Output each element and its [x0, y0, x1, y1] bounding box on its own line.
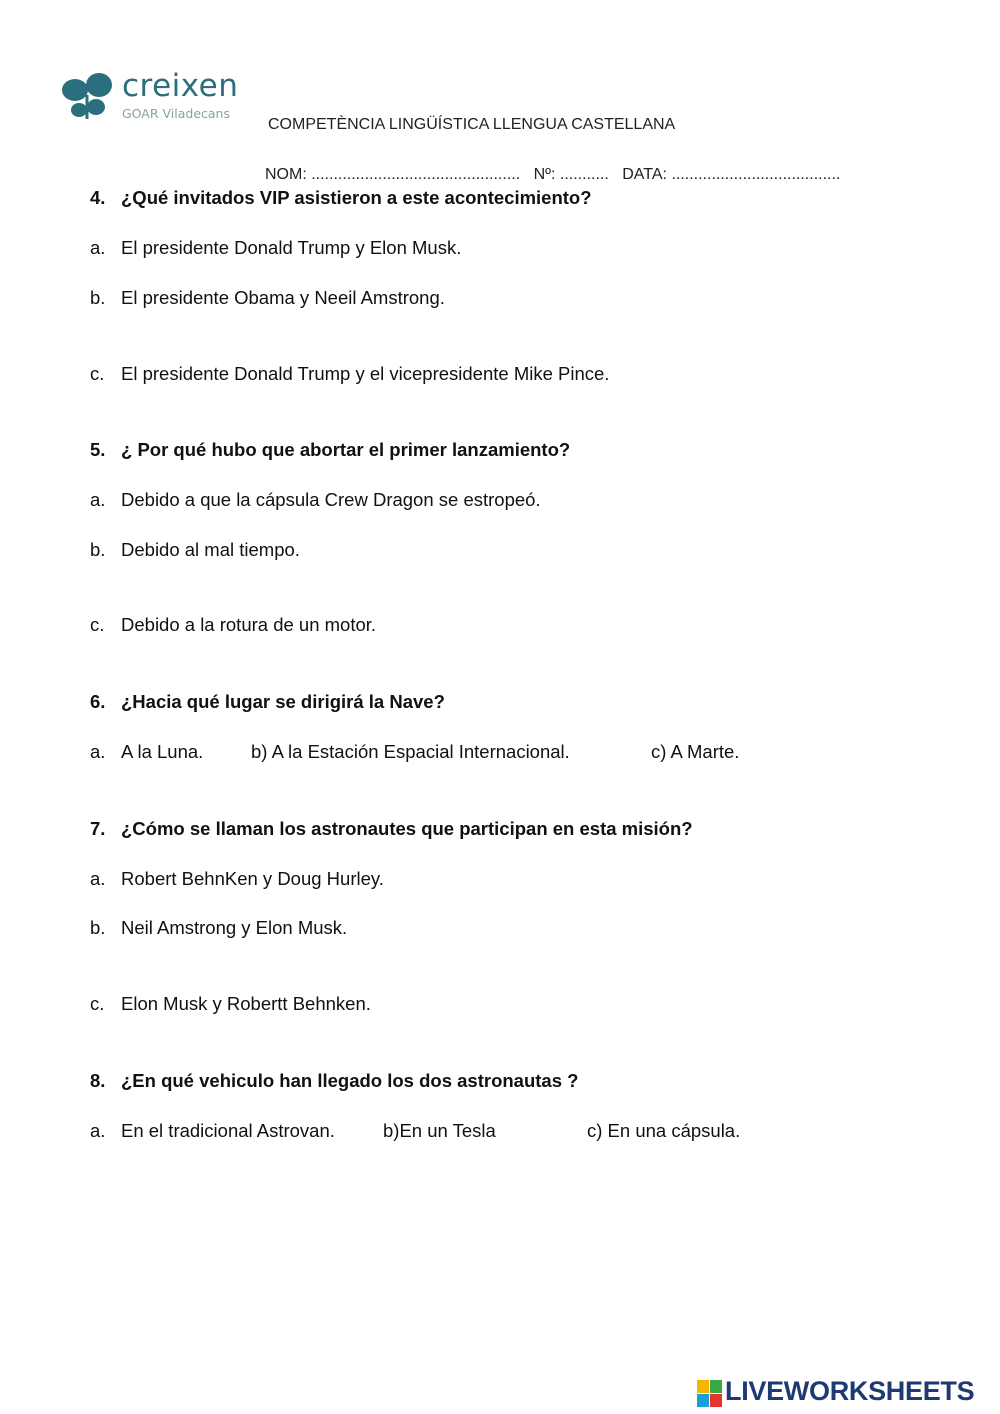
subject-title: COMPETÈNCIA LINGÜÍSTICA LLENGUA CASTELLANA [268, 116, 676, 133]
question-5-option-a[interactable]: a. Debido a que la cápsula Crew Dragon se estropeó. [90, 489, 541, 510]
question-5-option-c[interactable]: c. Debido a la rotura de un motor. [90, 614, 377, 635]
number-field[interactable]: Nº: ........... [533, 166, 609, 183]
question-8-option-c[interactable]: c) En una cápsula. [587, 1120, 741, 1141]
question-6-option-c[interactable]: c) A Marte. [651, 741, 740, 762]
question-7-option-c[interactable]: c. Elon Musk y Robertt Behnken. [90, 993, 371, 1014]
question-8-option-a[interactable]: a. En el tradicional Astrovan. [90, 1120, 335, 1141]
logo-name: creixen [122, 68, 239, 104]
school-logo [60, 70, 250, 125]
liveworksheets-badge-icon [697, 1380, 723, 1410]
butterfly-icon [60, 70, 118, 122]
question-6-option-b[interactable]: b) A la Estación Espacial Internacional. [251, 741, 570, 762]
question-4: 4. ¿Qué invitados VIP asistieron a este acontecimiento? [90, 187, 592, 208]
question-7-option-a[interactable]: a. Robert BehnKen y Doug Hurley. [90, 868, 384, 889]
question-4-option-a[interactable]: a. El presidente Donald Trump y Elon Musk. [90, 237, 462, 258]
name-field[interactable]: NOM: ............................................... [265, 166, 521, 183]
question-8: 8. ¿En qué vehiculo han llegado los dos astronautas ? [90, 1070, 579, 1091]
question-7-option-b[interactable]: b. Neil Amstrong y Elon Musk. [90, 917, 348, 938]
student-info-line [265, 166, 849, 184]
question-4-option-b[interactable]: b. El presidente Obama y Neeil Amstrong. [90, 287, 445, 308]
question-5: 5. ¿ Por qué hubo que abortar el primer lanzamiento? [90, 439, 571, 460]
question-4-option-c[interactable]: c. El presidente Donald Trump y el vicepresidente Mike Pince. [90, 363, 610, 384]
liveworksheets-brand: LIVEWORKSHEETS [725, 1376, 975, 1406]
logo-subtitle: GOAR Viladecans [122, 106, 230, 121]
question-7: 7. ¿Cómo se llaman los astronautes que participan en esta misión? [90, 818, 693, 839]
date-field[interactable]: DATA: ...................................... [622, 166, 841, 183]
question-6-option-a[interactable]: a. A la Luna. [90, 741, 204, 762]
question-5-option-b[interactable]: b. Debido al mal tiempo. [90, 539, 300, 560]
question-8-option-b[interactable]: b)En un Tesla [383, 1120, 496, 1141]
question-6: 6. ¿Hacia qué lugar se dirigirá la Nave? [90, 691, 445, 712]
